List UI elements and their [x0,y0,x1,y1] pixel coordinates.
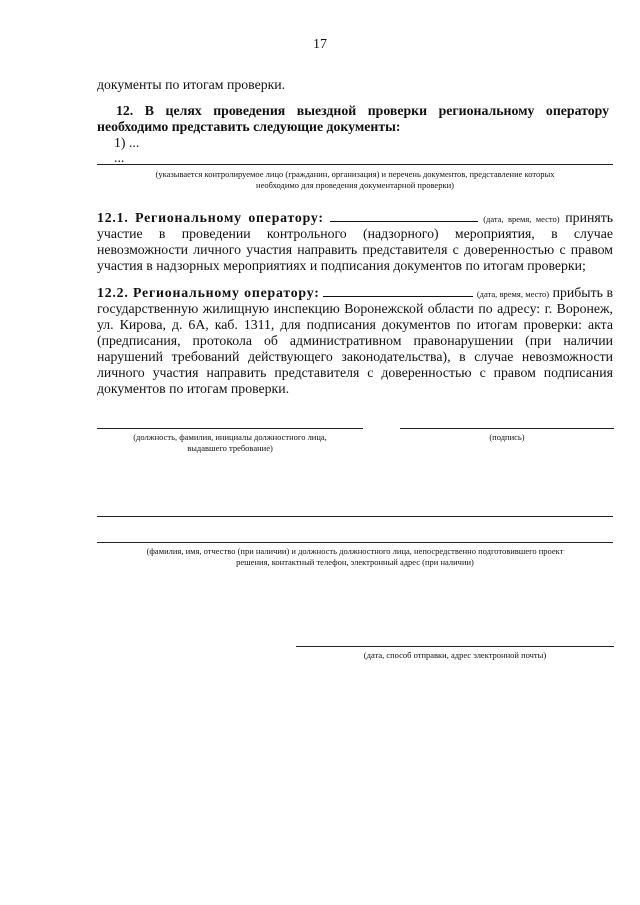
section-12-2-line5: нарушений требований действующего законодательства), в случае невозможности [97,349,613,364]
section-12-1-line3: невозможности личного участия направить представителя с доверенностью с правом [97,242,613,257]
section-12-2-hint: (дата, время, место) [476,289,550,299]
section-12-1-tail: принять [565,210,614,225]
section-12-item-2: ... [114,150,125,165]
section-12-documents-line [97,164,613,165]
official-caption-line1: (должность, фамилия, инициалы должностного лица, [133,432,327,442]
preparer-line-1 [97,516,613,517]
section-12-heading-line2: необходимо представить следующие документы: [97,119,401,134]
preparer-caption-line1: (фамилия, имя, отчество (при наличии) и должность должностного лица, непосредственно подготовившего проект [146,546,564,556]
section-12-1-hint: (дата, время, место) [483,214,560,224]
section-12-caption-line1: (указывается контролируемое лицо (гражданин, организация) и перечень документов, представление которых [155,169,555,179]
section-12-heading-line1: 12. В целях проведения выездной проверки региональному оператору [116,103,609,118]
section-12-2-line2: государственную жилищную инспекцию Воронежской области по адресу: г. Воронеж, [97,301,613,316]
section-12-item-1: 1) ... [114,135,140,150]
section-12-1-blank-field [330,210,478,222]
section-12-2-label: 12.2. Региональному оператору: [97,285,320,300]
signature-caption: (подпись) [489,432,525,442]
official-line [97,428,363,429]
page-number: 17 [313,37,327,52]
preparer-caption-line2: решения, контактный телефон, электронный адрес (при наличии) [236,557,474,567]
section-12-2-line3: ул. Кирова, д. 6А, каб. 1311, для подписания документов по итогам проверки: акта [97,317,613,332]
official-caption-line2: выдавшего требование) [187,443,273,453]
section-12-1-line4: участия в надзорных мероприятиях и подписания документов по итогам проверки; [97,258,586,273]
section-12-1-line2: участие в проведении контрольного (надзорного) мероприятия, в случае [97,226,613,241]
section-12-caption-line2: необходимо для проведения документарной проверки) [256,180,454,190]
signature-line [400,428,614,429]
section-12-1-label: 12.1. Региональному оператору: [97,210,324,225]
sending-caption: (дата, способ отправки, адрес электронной почты) [363,650,547,660]
section-12-2-line6: личного участия направить представителя с доверенностью с правом подписания [97,365,613,380]
preparer-line-2 [97,542,613,543]
section-12-2-line7: документов по итогам проверки. [97,381,290,396]
section-12-2-line4: (предписания, протокола об административном правонарушении (при наличии [97,333,613,348]
section-12-2-tail: прибыть в [552,285,614,300]
sending-line [296,646,614,647]
top-line: документы по итогам проверки. [97,77,286,92]
section-12-2-blank-field [323,285,473,297]
